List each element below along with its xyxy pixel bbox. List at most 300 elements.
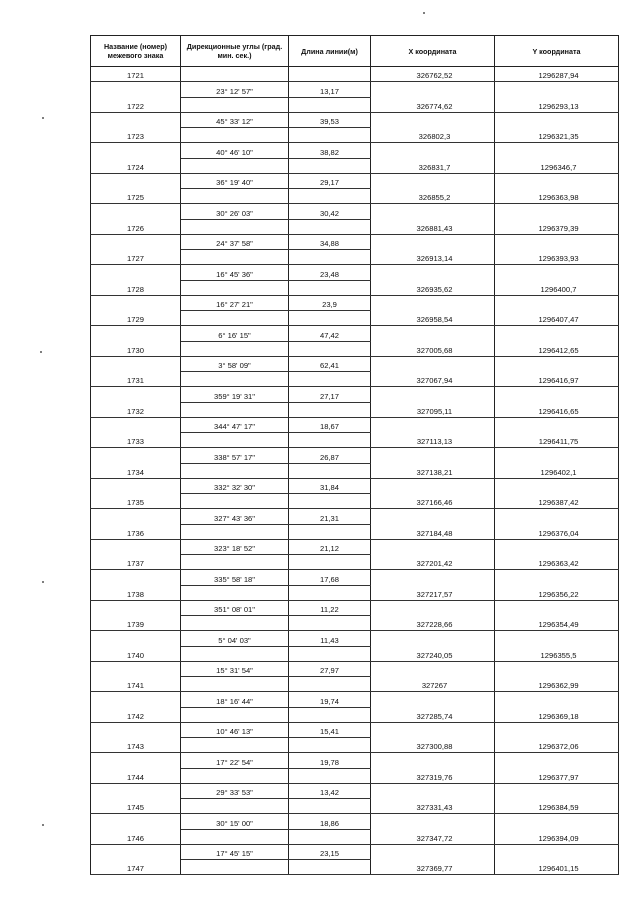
y-coordinate-cell: 1296372,06 [495, 738, 619, 753]
y-coordinate-cell-empty [495, 112, 619, 127]
line-length-cell: 13,42 [289, 783, 371, 798]
direction-angle-cell: 338° 57' 17" [181, 448, 289, 463]
point-name-cell: 1725 [91, 189, 181, 204]
y-coordinate-cell: 1296376,04 [495, 524, 619, 539]
line-length-cell: 15,41 [289, 722, 371, 737]
y-coordinate-cell: 1296416,65 [495, 402, 619, 417]
y-coordinate-cell: 1296363,42 [495, 555, 619, 570]
angle-cell-empty [181, 158, 289, 173]
direction-angle-cell: 6° 16' 15" [181, 326, 289, 341]
table-row-segment [91, 143, 619, 158]
line-length-cell: 47,42 [289, 326, 371, 341]
x-coordinate-cell-empty [371, 539, 495, 554]
table-row-point [91, 128, 619, 143]
table-row-point [91, 189, 619, 204]
y-coordinate-cell-empty [495, 661, 619, 676]
x-coordinate-cell: 327331,43 [371, 799, 495, 814]
table-row-segment [91, 448, 619, 463]
point-name-cell: 1740 [91, 646, 181, 661]
direction-angle-cell: 23° 12' 57" [181, 82, 289, 97]
length-cell-empty [289, 585, 371, 600]
x-coordinate-cell-empty [371, 844, 495, 859]
table-row-segment [91, 661, 619, 676]
x-coordinate-cell-empty [371, 478, 495, 493]
point-name-cell-empty [91, 448, 181, 463]
table-row-segment [91, 265, 619, 280]
table-row-point [91, 219, 619, 234]
angle-cell-empty [181, 646, 289, 661]
x-coordinate-cell: 326774,62 [371, 97, 495, 112]
x-coordinate-cell: 327184,48 [371, 524, 495, 539]
y-coordinate-cell-empty [495, 570, 619, 585]
length-cell-empty [289, 219, 371, 234]
point-name-cell-empty [91, 478, 181, 493]
direction-angle-cell: 24° 37' 58" [181, 234, 289, 249]
table-row-point [91, 433, 619, 448]
table-row-segment [91, 692, 619, 707]
x-coordinate-cell: 327285,74 [371, 707, 495, 722]
point-name-cell: 1741 [91, 677, 181, 692]
line-length-cell: 11,22 [289, 600, 371, 615]
y-coordinate-cell-empty [495, 417, 619, 432]
length-cell-empty [289, 341, 371, 356]
y-coordinate-cell: 1296321,35 [495, 128, 619, 143]
length-cell-empty [289, 97, 371, 112]
y-coordinate-cell-empty [495, 509, 619, 524]
point-name-cell: 1732 [91, 402, 181, 417]
table-row-segment [91, 600, 619, 615]
angle-cell-empty [181, 280, 289, 295]
table-row-point [91, 829, 619, 844]
length-cell-empty [289, 616, 371, 631]
line-length-cell: 62,41 [289, 356, 371, 371]
length-cell-empty [289, 67, 371, 82]
direction-angle-cell: 344° 47' 17" [181, 417, 289, 432]
point-name-cell-empty [91, 814, 181, 829]
length-cell-empty [289, 494, 371, 509]
y-coordinate-cell-empty [495, 173, 619, 188]
angle-cell-empty [181, 494, 289, 509]
point-name-cell-empty [91, 539, 181, 554]
angle-cell-empty [181, 219, 289, 234]
point-name-cell-empty [91, 661, 181, 676]
line-length-cell: 38,82 [289, 143, 371, 158]
table-row-point [91, 158, 619, 173]
y-coordinate-cell: 1296401,15 [495, 860, 619, 875]
direction-angle-cell: 327° 43' 36" [181, 509, 289, 524]
point-name-cell-empty [91, 509, 181, 524]
table-header-row [91, 36, 619, 67]
table-row-point [91, 738, 619, 753]
direction-angle-cell: 30° 26' 03" [181, 204, 289, 219]
point-name-cell: 1726 [91, 219, 181, 234]
x-coordinate-cell-empty [371, 143, 495, 158]
table-row-point [91, 616, 619, 631]
x-coordinate-cell-empty [371, 448, 495, 463]
point-name-cell: 1729 [91, 311, 181, 326]
point-name-cell-empty [91, 356, 181, 371]
y-coordinate-cell-empty [495, 82, 619, 97]
table-row-point [91, 555, 619, 570]
angle-cell-empty [181, 402, 289, 417]
direction-angle-cell: 45° 33' 12" [181, 112, 289, 127]
x-coordinate-cell: 327228,66 [371, 616, 495, 631]
table-row-segment [91, 631, 619, 646]
direction-angle-cell: 335° 58' 18" [181, 570, 289, 585]
x-coordinate-cell-empty [371, 753, 495, 768]
length-cell-empty [289, 311, 371, 326]
angle-cell-empty [181, 799, 289, 814]
x-coordinate-cell-empty [371, 631, 495, 646]
direction-angle-cell: 10° 46' 13" [181, 722, 289, 737]
point-name-cell-empty [91, 600, 181, 615]
length-cell-empty [289, 402, 371, 417]
y-coordinate-cell: 1296377,97 [495, 768, 619, 783]
x-coordinate-cell: 326913,14 [371, 250, 495, 265]
x-coordinate-cell: 327347,72 [371, 829, 495, 844]
x-coordinate-cell: 326855,2 [371, 189, 495, 204]
length-cell-empty [289, 646, 371, 661]
table-row-point [91, 463, 619, 478]
length-cell-empty [289, 707, 371, 722]
direction-angle-cell: 29° 33' 53" [181, 783, 289, 798]
direction-angle-cell: 16° 27' 21" [181, 295, 289, 310]
scan-speck [423, 12, 425, 14]
point-name-cell-empty [91, 417, 181, 432]
y-coordinate-cell-empty [495, 631, 619, 646]
point-name-cell: 1737 [91, 555, 181, 570]
point-name-cell-empty [91, 692, 181, 707]
x-coordinate-cell: 326831,7 [371, 158, 495, 173]
angle-cell-empty [181, 311, 289, 326]
x-coordinate-cell-empty [371, 661, 495, 676]
point-name-cell-empty [91, 722, 181, 737]
length-cell-empty [289, 189, 371, 204]
table-row-segment [91, 326, 619, 341]
table-row-segment [91, 814, 619, 829]
line-length-cell: 23,48 [289, 265, 371, 280]
x-coordinate-cell: 327240,05 [371, 646, 495, 661]
point-name-cell-empty [91, 783, 181, 798]
length-cell-empty [289, 463, 371, 478]
y-coordinate-cell: 1296369,18 [495, 707, 619, 722]
x-coordinate-cell: 327267 [371, 677, 495, 692]
scan-speck [42, 117, 44, 119]
table-row-segment [91, 753, 619, 768]
table-row-segment [91, 783, 619, 798]
point-name-cell-empty [91, 753, 181, 768]
x-coordinate-cell-empty [371, 570, 495, 585]
x-coordinate-cell: 326802,3 [371, 128, 495, 143]
x-coordinate-cell: 327201,42 [371, 555, 495, 570]
angle-cell-empty [181, 97, 289, 112]
point-name-cell-empty [91, 295, 181, 310]
y-coordinate-cell: 1296394,09 [495, 829, 619, 844]
point-name-cell: 1743 [91, 738, 181, 753]
length-cell-empty [289, 280, 371, 295]
header-name: Название (номер) межевого знака [91, 36, 181, 67]
x-coordinate-cell-empty [371, 600, 495, 615]
x-coordinate-cell: 327113,13 [371, 433, 495, 448]
length-cell-empty [289, 555, 371, 570]
direction-angle-cell: 351° 08' 01" [181, 600, 289, 615]
line-length-cell: 31,84 [289, 478, 371, 493]
table-row-segment [91, 478, 619, 493]
length-cell-empty [289, 250, 371, 265]
point-name-cell-empty [91, 173, 181, 188]
point-name-cell-empty [91, 570, 181, 585]
table-row-point [91, 677, 619, 692]
direction-angle-cell: 17° 45' 15" [181, 844, 289, 859]
y-coordinate-cell-empty [495, 844, 619, 859]
y-coordinate-cell: 1296400,7 [495, 280, 619, 295]
angle-cell-empty [181, 585, 289, 600]
x-coordinate-cell-empty [371, 692, 495, 707]
x-coordinate-cell-empty [371, 204, 495, 219]
length-cell-empty [289, 799, 371, 814]
x-coordinate-cell-empty [371, 417, 495, 432]
length-cell-empty [289, 768, 371, 783]
point-name-cell: 1721 [91, 67, 181, 82]
y-coordinate-cell: 1296412,65 [495, 341, 619, 356]
x-coordinate-cell: 327095,11 [371, 402, 495, 417]
table-row-point [91, 585, 619, 600]
x-coordinate-cell: 326958,54 [371, 311, 495, 326]
table-row-point [91, 646, 619, 661]
point-name-cell-empty [91, 631, 181, 646]
angle-cell-empty [181, 677, 289, 692]
point-name-cell-empty [91, 143, 181, 158]
point-name-cell: 1739 [91, 616, 181, 631]
length-cell-empty [289, 829, 371, 844]
point-name-cell-empty [91, 82, 181, 97]
table-row-point [91, 799, 619, 814]
point-name-cell: 1734 [91, 463, 181, 478]
line-length-cell: 39,53 [289, 112, 371, 127]
point-name-cell: 1746 [91, 829, 181, 844]
direction-angle-cell: 18° 16' 44" [181, 692, 289, 707]
point-name-cell: 1724 [91, 158, 181, 173]
point-name-cell-empty [91, 265, 181, 280]
table-row-point [91, 402, 619, 417]
table-row-point [91, 707, 619, 722]
y-coordinate-cell: 1296384,59 [495, 799, 619, 814]
y-coordinate-cell-empty [495, 387, 619, 402]
line-length-cell: 23,9 [289, 295, 371, 310]
y-coordinate-cell-empty [495, 234, 619, 249]
angle-cell-empty [181, 616, 289, 631]
x-coordinate-cell: 327166,46 [371, 494, 495, 509]
line-length-cell: 21,31 [289, 509, 371, 524]
direction-angle-cell: 36° 19' 40" [181, 173, 289, 188]
table-row-segment [91, 356, 619, 371]
table-row-point [91, 67, 619, 82]
table-row-segment [91, 234, 619, 249]
direction-angle-cell: 332° 32' 30" [181, 478, 289, 493]
scan-speck [42, 581, 44, 583]
y-coordinate-cell: 1296363,98 [495, 189, 619, 204]
y-coordinate-cell-empty [495, 356, 619, 371]
point-name-cell-empty [91, 204, 181, 219]
x-coordinate-cell: 327138,21 [371, 463, 495, 478]
x-coordinate-cell-empty [371, 295, 495, 310]
table-row-point [91, 524, 619, 539]
x-coordinate-cell: 327067,94 [371, 372, 495, 387]
x-coordinate-cell-empty [371, 356, 495, 371]
x-coordinate-cell-empty [371, 722, 495, 737]
angle-cell-empty [181, 555, 289, 570]
y-coordinate-cell-empty [495, 478, 619, 493]
table-row-point [91, 768, 619, 783]
length-cell-empty [289, 738, 371, 753]
length-cell-empty [289, 372, 371, 387]
y-coordinate-cell: 1296379,39 [495, 219, 619, 234]
point-name-cell: 1735 [91, 494, 181, 509]
direction-angle-cell: 359° 19' 31" [181, 387, 289, 402]
direction-angle-cell: 3° 58' 09" [181, 356, 289, 371]
point-name-cell: 1728 [91, 280, 181, 295]
x-coordinate-cell-empty [371, 387, 495, 402]
table-row-segment [91, 295, 619, 310]
point-name-cell: 1747 [91, 860, 181, 875]
table-row-segment [91, 112, 619, 127]
line-length-cell: 17,68 [289, 570, 371, 585]
y-coordinate-cell: 1296355,5 [495, 646, 619, 661]
y-coordinate-cell-empty [495, 600, 619, 615]
x-coordinate-cell: 327005,68 [371, 341, 495, 356]
table-row-segment [91, 387, 619, 402]
table-body [91, 67, 619, 875]
angle-cell-empty [181, 768, 289, 783]
x-coordinate-cell: 327300,88 [371, 738, 495, 753]
y-coordinate-cell: 1296354,49 [495, 616, 619, 631]
x-coordinate-cell: 326762,52 [371, 67, 495, 82]
table-row-segment [91, 417, 619, 432]
angle-cell-empty [181, 463, 289, 478]
x-coordinate-cell: 327319,76 [371, 768, 495, 783]
y-coordinate-cell: 1296346,7 [495, 158, 619, 173]
y-coordinate-cell-empty [495, 753, 619, 768]
direction-angle-cell: 16° 45' 36" [181, 265, 289, 280]
length-cell-empty [289, 128, 371, 143]
length-cell-empty [289, 524, 371, 539]
table-row-point [91, 97, 619, 112]
line-length-cell: 18,86 [289, 814, 371, 829]
point-name-cell-empty [91, 326, 181, 341]
point-name-cell-empty [91, 112, 181, 127]
direction-angle-cell: 17° 22' 54" [181, 753, 289, 768]
angle-cell-empty [181, 128, 289, 143]
table-row-segment [91, 844, 619, 859]
y-coordinate-cell-empty [495, 326, 619, 341]
point-name-cell: 1731 [91, 372, 181, 387]
y-coordinate-cell-empty [495, 204, 619, 219]
y-coordinate-cell-empty [495, 692, 619, 707]
angle-cell-empty [181, 829, 289, 844]
line-length-cell: 27,17 [289, 387, 371, 402]
y-coordinate-cell: 1296393,93 [495, 250, 619, 265]
direction-angle-cell: 15° 31' 54" [181, 661, 289, 676]
table-row-segment [91, 173, 619, 188]
table-row-point [91, 280, 619, 295]
x-coordinate-cell-empty [371, 173, 495, 188]
x-coordinate-cell-empty [371, 112, 495, 127]
angle-cell-empty [181, 341, 289, 356]
x-coordinate-cell-empty [371, 509, 495, 524]
y-coordinate-cell-empty [495, 265, 619, 280]
line-length-cell: 21,12 [289, 539, 371, 554]
x-coordinate-cell-empty [371, 326, 495, 341]
x-coordinate-cell-empty [371, 265, 495, 280]
table-row-point [91, 860, 619, 875]
line-length-cell: 23,15 [289, 844, 371, 859]
angle-cell-empty [181, 707, 289, 722]
point-name-cell-empty [91, 387, 181, 402]
x-coordinate-cell: 327217,57 [371, 585, 495, 600]
y-coordinate-cell: 1296387,42 [495, 494, 619, 509]
angle-cell-empty [181, 860, 289, 875]
boundary-coordinates-table [90, 35, 619, 875]
y-coordinate-cell-empty [495, 722, 619, 737]
table-row-segment [91, 82, 619, 97]
line-length-cell: 26,87 [289, 448, 371, 463]
y-coordinate-cell-empty [495, 295, 619, 310]
line-length-cell: 19,78 [289, 753, 371, 768]
direction-angle-cell: 40° 46' 10" [181, 143, 289, 158]
table-row-point [91, 341, 619, 356]
point-name-cell: 1722 [91, 97, 181, 112]
angle-cell-empty [181, 67, 289, 82]
y-coordinate-cell-empty [495, 143, 619, 158]
table-row-point [91, 372, 619, 387]
line-length-cell: 29,17 [289, 173, 371, 188]
table-row-segment [91, 722, 619, 737]
y-coordinate-cell: 1296402,1 [495, 463, 619, 478]
y-coordinate-cell: 1296416,97 [495, 372, 619, 387]
point-name-cell: 1745 [91, 799, 181, 814]
header-angle: Дирекционные углы (град. мин. сек.) [181, 36, 289, 67]
y-coordinate-cell: 1296411,75 [495, 433, 619, 448]
table-row-point [91, 494, 619, 509]
point-name-cell: 1742 [91, 707, 181, 722]
y-coordinate-cell: 1296356,22 [495, 585, 619, 600]
length-cell-empty [289, 677, 371, 692]
header-y: Y координата [495, 36, 619, 67]
point-name-cell-empty [91, 234, 181, 249]
scan-speck [40, 351, 42, 353]
table-row-segment [91, 539, 619, 554]
x-coordinate-cell: 327369,77 [371, 860, 495, 875]
angle-cell-empty [181, 738, 289, 753]
x-coordinate-cell-empty [371, 234, 495, 249]
line-length-cell: 11,43 [289, 631, 371, 646]
line-length-cell: 27,97 [289, 661, 371, 676]
point-name-cell: 1738 [91, 585, 181, 600]
line-length-cell: 13,17 [289, 82, 371, 97]
y-coordinate-cell-empty [495, 539, 619, 554]
y-coordinate-cell: 1296362,99 [495, 677, 619, 692]
y-coordinate-cell: 1296287,94 [495, 67, 619, 82]
table-row-point [91, 250, 619, 265]
angle-cell-empty [181, 433, 289, 448]
point-name-cell: 1723 [91, 128, 181, 143]
y-coordinate-cell: 1296293,13 [495, 97, 619, 112]
line-length-cell: 18,67 [289, 417, 371, 432]
y-coordinate-cell-empty [495, 814, 619, 829]
length-cell-empty [289, 158, 371, 173]
line-length-cell: 34,88 [289, 234, 371, 249]
x-coordinate-cell-empty [371, 814, 495, 829]
